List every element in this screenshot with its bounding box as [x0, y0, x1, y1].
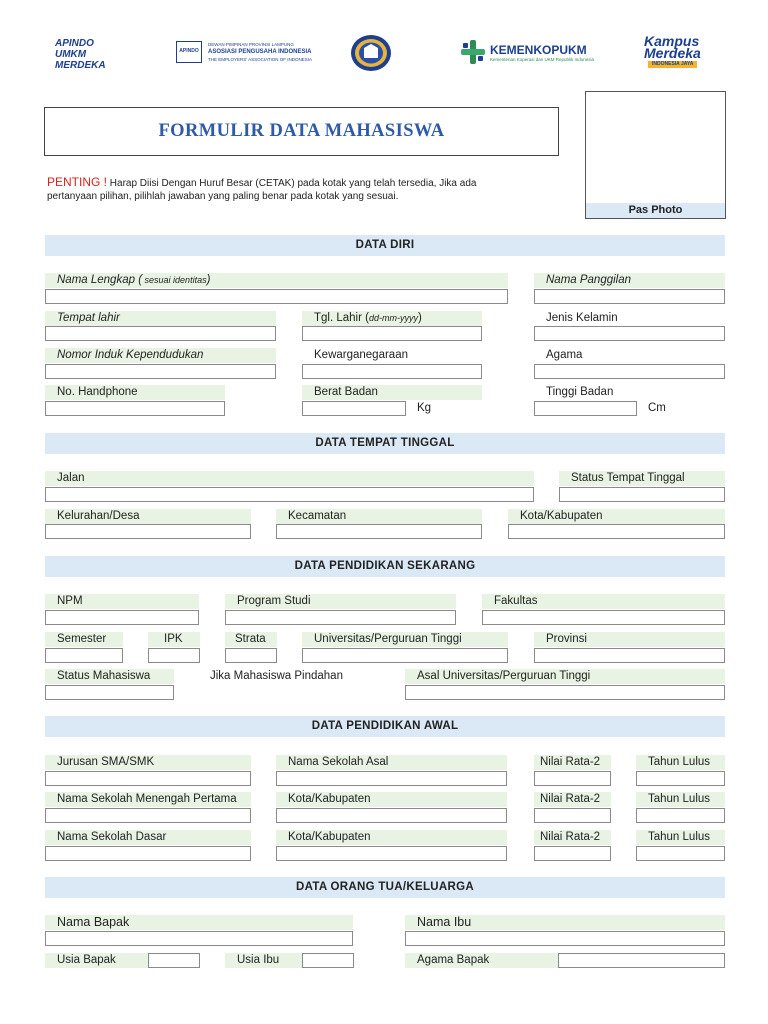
label-kota: Kota/Kabupaten: [508, 509, 725, 524]
handphone-input[interactable]: [45, 401, 225, 416]
label-jika-pindahan: Jika Mahasiswa Pindahan: [210, 670, 343, 682]
kampus-logo-line-3: INDONESIA JAYA: [648, 61, 697, 68]
label-universitas: Universitas/Perguruan Tinggi: [302, 632, 508, 647]
section-data-pendidikan-awal: DATA PENDIDIKAN AWAL: [45, 716, 725, 737]
section-data-pendidikan-sekarang: DATA PENDIDIKAN SEKARANG: [45, 556, 725, 577]
label-berat-badan: Berat Badan: [302, 385, 482, 400]
tahun-lulus-sd-input[interactable]: [636, 846, 725, 861]
label-tgl-lahir-text: Tgl. Lahir (: [314, 312, 369, 324]
notice-text: [47, 176, 577, 203]
kota-smp-input[interactable]: [276, 808, 507, 823]
kemenkopukm-logo: [460, 40, 600, 66]
label-nama-lengkap: [45, 273, 508, 288]
program-studi-input[interactable]: [225, 610, 456, 625]
label-tahun-lulus-sd: Tahun Lulus: [636, 830, 725, 845]
label-handphone: No. Handphone: [45, 385, 225, 400]
jalan-input[interactable]: [45, 487, 534, 502]
university-seal-icon: [350, 34, 392, 72]
label-usia-bapak: Usia Bapak: [45, 953, 148, 968]
nama-panggilan-input[interactable]: [534, 289, 725, 304]
label-nilai-rata-sd: Nilai Rata-2: [534, 830, 611, 845]
kelurahan-input[interactable]: [45, 524, 251, 539]
label-status-mahasiswa: Status Mahasiswa: [45, 669, 174, 684]
nik-input[interactable]: [45, 364, 276, 379]
usia-ibu-input[interactable]: [302, 953, 354, 968]
label-jalan: Jalan: [45, 471, 534, 486]
apindo-badge-icon: [176, 41, 202, 63]
apindo-badge-text: APINDO: [179, 48, 199, 54]
label-nilai-rata-smp: Nilai Rata-2: [534, 792, 611, 807]
label-usia-ibu: Usia Ibu: [225, 953, 302, 968]
tinggi-badan-input[interactable]: [534, 401, 637, 416]
notice-line-2: pertanyaan pilihan, pilihlah jawaban yang paling benar pada kotak yang sesuai.: [47, 191, 399, 202]
label-agama: Agama: [546, 349, 583, 361]
label-tempat-lahir: Tempat lahir: [45, 311, 276, 326]
apindo-association-logo: [176, 41, 313, 65]
nama-sekolah-asal-input[interactable]: [276, 771, 507, 786]
tahun-lulus-smp-input[interactable]: [636, 808, 725, 823]
form-title: FORMULIR DATA MAHASISWA: [158, 121, 445, 141]
apindo-logo-line: MERDEKA: [55, 60, 106, 71]
label-nama-lengkap-text: Nama Lengkap (: [57, 274, 143, 286]
kampus-logo-line-2: Merdeka: [644, 45, 701, 61]
section-data-diri: DATA DIRI: [45, 235, 725, 256]
label-asal-universitas: Asal Universitas/Perguruan Tinggi: [405, 669, 725, 684]
kecamatan-input[interactable]: [276, 524, 482, 539]
semester-input[interactable]: [45, 648, 123, 663]
kota-input[interactable]: [508, 524, 725, 539]
unit-kg: Kg: [417, 402, 432, 414]
agama-bapak-input[interactable]: [558, 953, 725, 968]
label-nama-lengkap-close: ): [206, 274, 211, 286]
jurusan-sma-input[interactable]: [45, 771, 251, 786]
status-mahasiswa-input[interactable]: [45, 685, 174, 700]
strata-input[interactable]: [225, 648, 277, 663]
agama-input[interactable]: [534, 364, 725, 379]
label-nik: Nomor Induk Kependudukan: [45, 348, 276, 363]
label-kecamatan: Kecamatan: [276, 509, 482, 524]
nama-bapak-input[interactable]: [45, 931, 353, 946]
label-nama-lengkap-note: sesuai identitas: [142, 275, 207, 285]
kemenkop-subtitle: Kementerian Koperasi dan UKM Republik Indonesia: [490, 57, 595, 62]
notice-line-1: Harap Diisi Dengan Huruf Besar (CETAK) pada kotak yang telah tersedia, Jika ada: [107, 178, 477, 189]
label-fakultas: Fakultas: [482, 594, 725, 609]
label-strata: Strata: [225, 632, 277, 647]
berat-badan-input[interactable]: [302, 401, 406, 416]
nama-lengkap-input[interactable]: [45, 289, 508, 304]
label-tgl-lahir: [302, 311, 482, 326]
assoc-line-1: DEWAN PIMPINAN PROVINSI LAMPUNG: [208, 42, 294, 47]
label-nilai-rata-sma: Nilai Rata-2: [534, 755, 611, 770]
unit-cm: Cm: [648, 402, 666, 414]
label-kewarganegaraan: Kewarganegaraan: [314, 349, 408, 361]
kota-sd-input[interactable]: [276, 846, 507, 861]
nilai-rata-sd-input[interactable]: [534, 846, 611, 861]
form-title-box: [44, 107, 559, 156]
label-semester: Semester: [45, 632, 123, 647]
tahun-lulus-sma-input[interactable]: [636, 771, 725, 786]
photo-box[interactable]: [585, 91, 726, 219]
label-agama-bapak: Agama Bapak: [405, 953, 558, 968]
asal-universitas-input[interactable]: [405, 685, 725, 700]
status-tempat-tinggal-input[interactable]: [559, 487, 725, 502]
label-npm: NPM: [45, 594, 199, 609]
label-status-tempat-tinggal: Status Tempat Tinggal: [559, 471, 725, 486]
label-jurusan-sma: Jurusan SMA/SMK: [45, 755, 251, 770]
label-kelurahan: Kelurahan/Desa: [45, 509, 251, 524]
label-tahun-lulus-smp: Tahun Lulus: [636, 792, 725, 807]
smp-input[interactable]: [45, 808, 251, 823]
label-nama-ibu: Nama Ibu: [405, 915, 725, 930]
label-tinggi-badan: Tinggi Badan: [546, 386, 614, 398]
label-kota-sd: Kota/Kabupaten: [276, 830, 507, 845]
tgl-lahir-input[interactable]: [302, 326, 482, 341]
sd-input[interactable]: [45, 846, 251, 861]
usia-bapak-input[interactable]: [148, 953, 200, 968]
kemenkop-name: KEMENKOPUKM: [490, 43, 587, 57]
label-tahun-lulus-sma: Tahun Lulus: [636, 755, 725, 770]
npm-input[interactable]: [45, 610, 199, 625]
tempat-lahir-input[interactable]: [45, 326, 276, 341]
apindo-logo-line: APINDO: [55, 38, 94, 49]
photo-label: Pas Photo: [586, 203, 725, 218]
label-program-studi: Program Studi: [225, 594, 456, 609]
assoc-line-3: THE EMPLOYERS' ASSOCIATION OF INDONESIA: [208, 57, 313, 62]
label-sd: Nama Sekolah Dasar: [45, 830, 251, 845]
nilai-rata-sma-input[interactable]: [534, 771, 611, 786]
label-jenis-kelamin: Jenis Kelamin: [546, 312, 618, 324]
label-smp: Nama Sekolah Menengah Pertama: [45, 792, 251, 807]
label-ipk: IPK: [148, 632, 200, 647]
kemenkop-emblem-icon: [460, 40, 486, 64]
section-data-orang-tua: DATA ORANG TUA/KELUARGA: [45, 877, 725, 898]
fakultas-input[interactable]: [482, 610, 725, 625]
provinsi-input[interactable]: [534, 648, 725, 663]
label-provinsi: Provinsi: [534, 632, 725, 647]
kampus-logo-line-1: Kampus: [644, 33, 700, 49]
label-tgl-lahir-note: dd-mm-yyyy: [368, 313, 418, 323]
apindo-logo-line: UMKM: [55, 49, 87, 60]
label-nama-sekolah-asal: Nama Sekolah Asal: [276, 755, 507, 770]
jenis-kelamin-input[interactable]: [534, 326, 725, 341]
nama-ibu-input[interactable]: [405, 931, 725, 946]
ipk-input[interactable]: [148, 648, 200, 663]
label-nama-bapak: Nama Bapak: [45, 915, 353, 930]
label-nama-panggilan: Nama Panggilan: [534, 273, 725, 288]
notice-important: PENTING !: [47, 175, 108, 189]
label-kota-smp: Kota/Kabupaten: [276, 792, 507, 807]
nilai-rata-smp-input[interactable]: [534, 808, 611, 823]
label-tgl-lahir-close: ): [417, 312, 422, 324]
assoc-line-2: ASOSIASI PENGUSAHA INDONESIA: [208, 49, 312, 55]
kampus-merdeka-logo: [642, 34, 722, 74]
universitas-input[interactable]: [302, 648, 508, 663]
section-data-tempat-tinggal: DATA TEMPAT TINGGAL: [45, 433, 725, 454]
apindo-umkm-logo: [55, 38, 125, 71]
kewarganegaraan-input[interactable]: [302, 364, 482, 379]
